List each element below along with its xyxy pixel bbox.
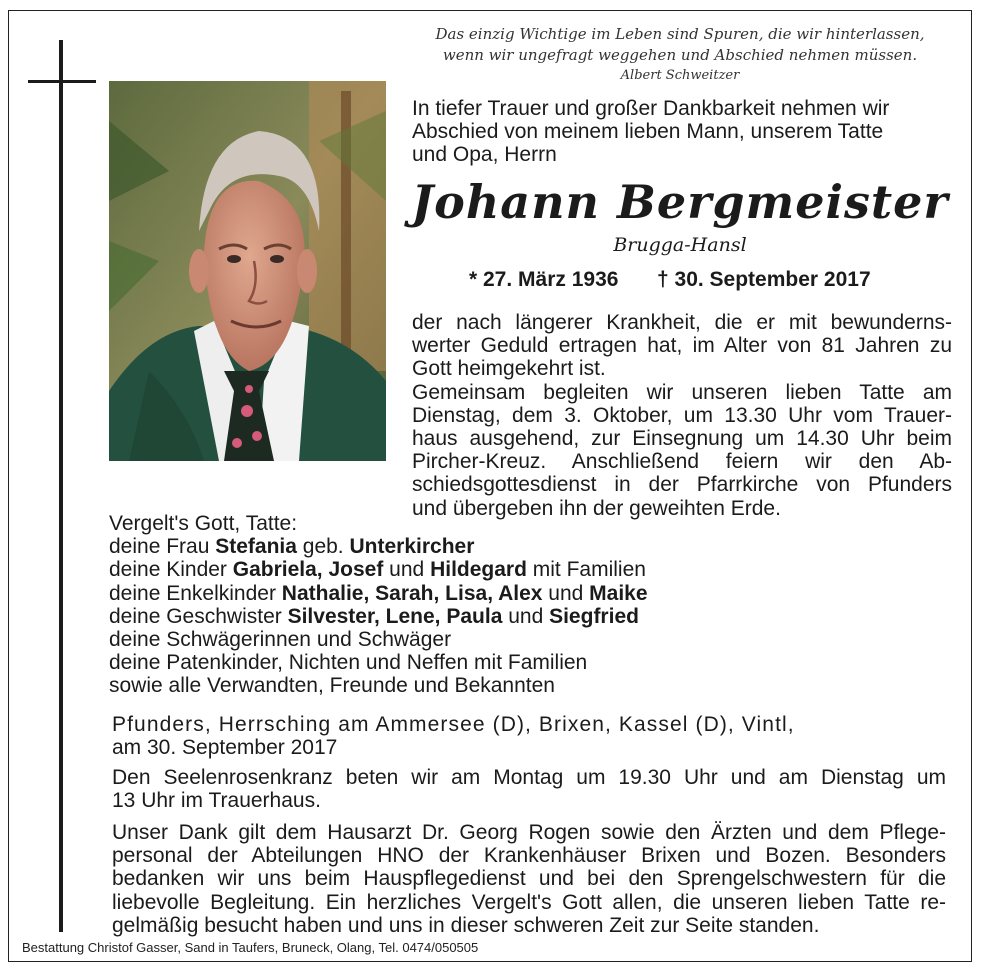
- details-line: schiedsgottesdienst in der Pfarrkirche von Pfunders: [412, 473, 952, 497]
- deceased-name: Johann Bergmeister: [411, 175, 949, 229]
- portrait-illustration: [109, 81, 386, 461]
- place-date: [112, 713, 942, 759]
- quote-line-1: Das einzig Wichtige im Leben sind Spuren, die wir hinterlassen,: [435, 25, 925, 43]
- cross-icon-bar: [28, 80, 96, 83]
- rosary-line: Den Seelenrosenkranz beten wir am Montag um 19.30 Uhr und am Dienstag um: [112, 766, 946, 789]
- birth-date: * 27. März 1936: [469, 268, 619, 291]
- funeral-details: [412, 311, 952, 520]
- details-line: Dienstag, dem 3. Oktober, um 13.30 Uhr vom Trauer-: [412, 403, 952, 427]
- text: geb.: [296, 535, 350, 559]
- siblings-names: Silvester, Lene, Paula: [287, 604, 503, 628]
- intro-paragraph: [412, 97, 952, 167]
- rosary-notice: [112, 766, 946, 812]
- thanks-line: Unser Dank gilt dem Hausarzt Dr. Georg Rogen sowie den Ärzten und dem Pflege-: [112, 821, 946, 844]
- details-line: haus ausgehend, zur Einsegnung um 14.30 Uhr beim: [412, 427, 952, 451]
- details-line: Gott heimgekehrt ist.: [412, 357, 606, 381]
- thanks-line: bedanken wir uns beim Hauspflegedienst und bei den Sprengelschwestern für die: [112, 867, 946, 891]
- mourner-line-godchildren: deine Patenkinder, Nichten und Neffen mit Familien: [109, 651, 588, 675]
- quote-line-2: wenn wir ungefragt weggehen und Abschied nehmen müssen.: [442, 46, 918, 64]
- intro-line: und Opa, Herrn: [412, 143, 557, 167]
- children-names: Gabriela, Josef: [232, 558, 384, 582]
- quote-author: Albert Schweitzer: [620, 68, 740, 83]
- thanks-line: personal der Abteilungen HNO der Krankenhäuser Brixen und Bozen. Besonders: [112, 844, 946, 868]
- mourner-line-children: [109, 558, 729, 581]
- children-last: Hildegard: [430, 558, 527, 582]
- mourner-line-wife: [109, 535, 729, 558]
- details-line: werter Geduld ertragen hat, im Alter von 81 Jahren zu: [412, 334, 952, 358]
- grandchildren-last: Maike: [589, 581, 648, 605]
- text: mit Familien: [526, 558, 646, 582]
- intro-line: In tiefer Trauer und großer Dankbarkeit nehmen wir: [412, 97, 890, 120]
- text: und: [383, 558, 431, 582]
- text: und: [502, 604, 550, 628]
- portrait-photo: [109, 81, 386, 461]
- details-line: der nach längerer Krankheit, die er mit bewunderns-: [412, 311, 952, 334]
- thanks-paragraph: [112, 821, 946, 937]
- funeral-home-footer: Bestattung Christof Gasser, Sand in Taufers, Bruneck, Olang, Tel. 0474/050505: [22, 940, 479, 955]
- grandchildren-names: Nathalie, Sarah, Lisa, Alex: [281, 581, 543, 605]
- text: deine Geschwister: [109, 604, 288, 628]
- mourner-line-others: sowie alle Verwandten, Freunde und Bekannten: [109, 674, 555, 698]
- text: deine Kinder: [109, 558, 233, 582]
- death-date: † 30. September 2017: [657, 268, 871, 291]
- details-line: und übergeben ihn der geweihten Erde.: [412, 496, 781, 520]
- wife-maiden-name: Unterkircher: [349, 535, 475, 559]
- intro-line: Abschied von meinem lieben Mann, unserem Tatte: [412, 120, 884, 144]
- mourners-heading: Vergelt's Gott, Tatte:: [109, 512, 298, 535]
- deceased-nickname: Brugga-Hansl: [613, 234, 747, 256]
- place-line: Pfunders, Herrsching am Ammersee (D), Brixen, Kassel (D), Vintl,: [112, 713, 795, 736]
- thanks-line: liebevolle Begleitung. Ein herzliches Vergelt's Gott allen, die unseren lieben Tatte re-: [112, 890, 946, 914]
- details-line: Gemeinsam begleiten wir unseren lieben Tatte am: [412, 380, 952, 404]
- rosary-line: 13 Uhr im Trauerhaus.: [112, 789, 321, 813]
- mourner-line-grandchildren: [109, 582, 729, 605]
- wife-name: Stefania: [215, 535, 297, 559]
- thanks-line: gelmäßig besucht haben und uns in dieser schweren Zeit zur Seite standen.: [112, 913, 820, 937]
- mourner-line-inlaws: deine Schwägerinnen und Schwäger: [109, 628, 452, 652]
- details-line: Pircher-Kreuz. Anschließend feiern wir den Ab-: [412, 450, 952, 474]
- cross-icon: [59, 40, 63, 932]
- date-line: am 30. September 2017: [112, 736, 338, 759]
- text: deine Enkelkinder: [109, 581, 282, 605]
- mourner-line-siblings: [109, 605, 729, 628]
- quote-block: [410, 24, 950, 85]
- text: und: [542, 581, 590, 605]
- siblings-last: Siegfried: [549, 604, 639, 628]
- mourners-list: [109, 512, 729, 698]
- text: deine Frau: [109, 535, 216, 559]
